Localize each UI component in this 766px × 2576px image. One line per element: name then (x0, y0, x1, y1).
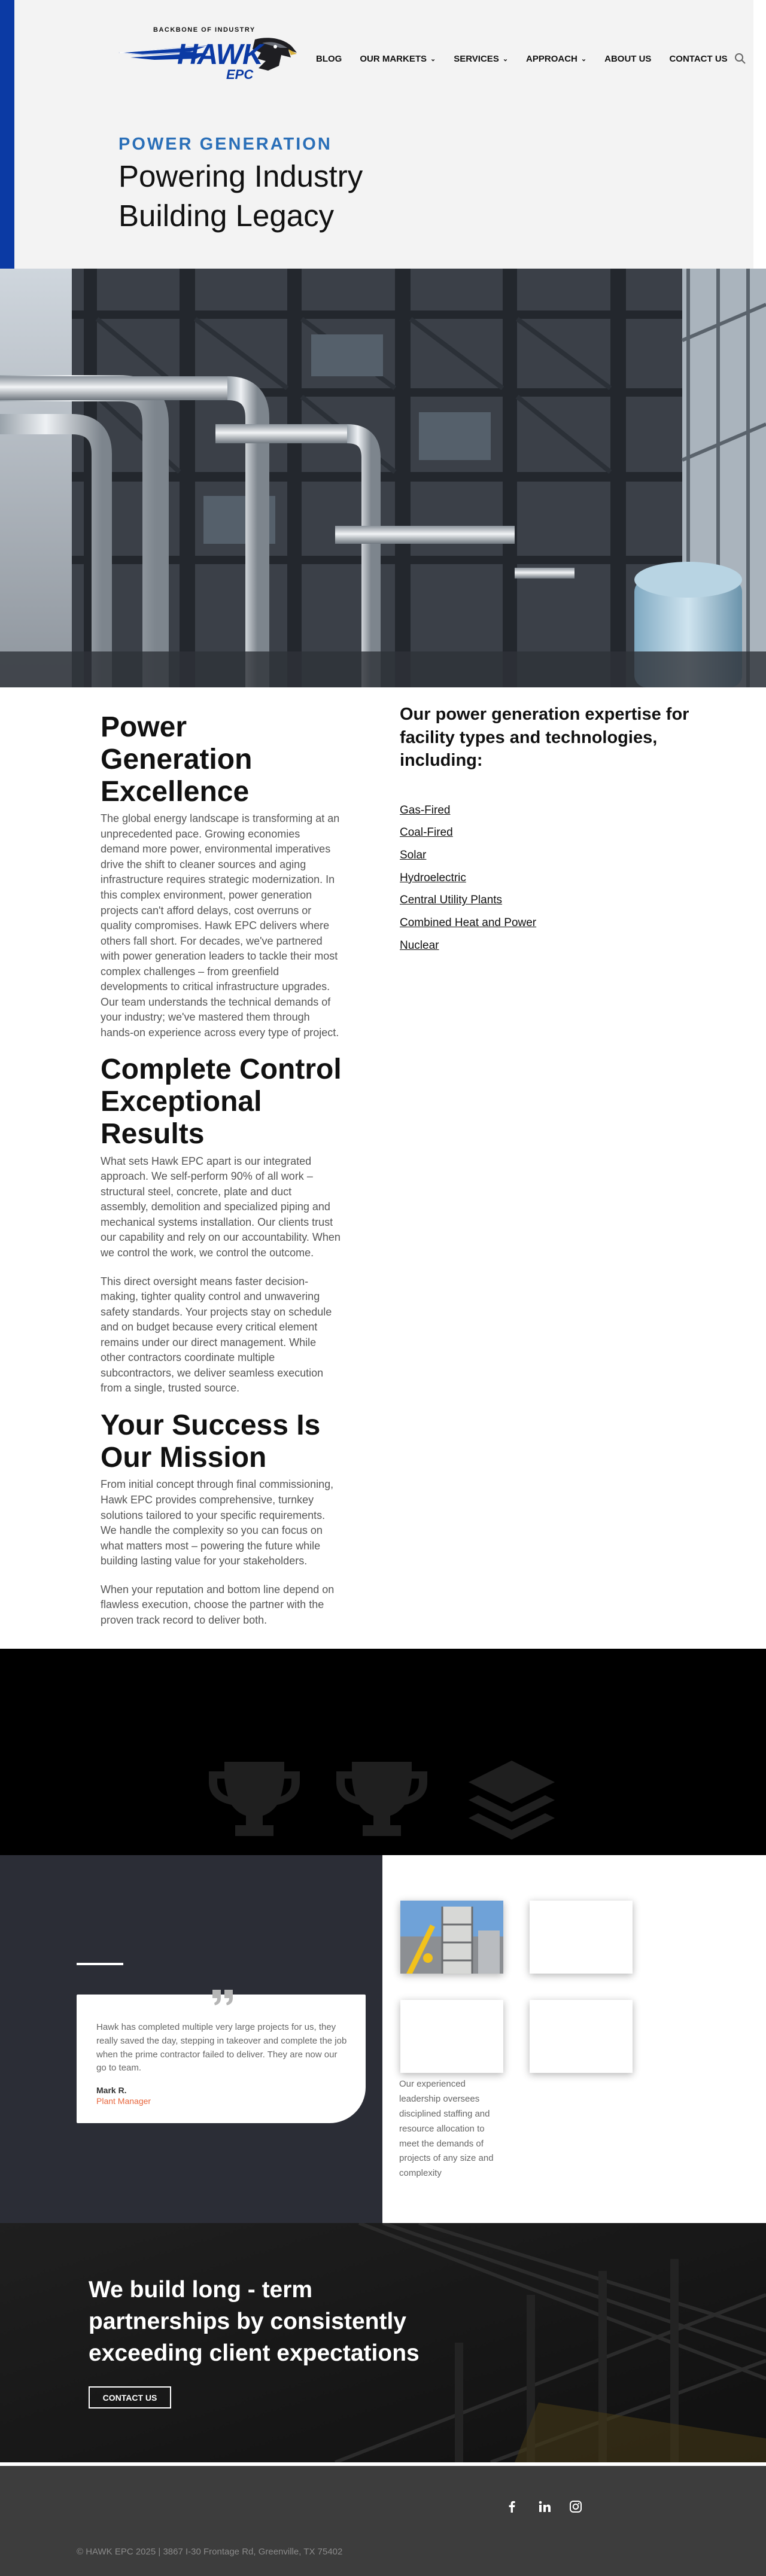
expertise-link[interactable]: Central Utility Plants (400, 894, 503, 907)
expertise-heading: Our power generation expertise for facility types and technologies, including: (400, 705, 689, 771)
gallery-thumbnail[interactable] (530, 2000, 633, 2073)
trophy-icon (334, 1758, 430, 1842)
chevron-down-icon: ⌄ (580, 55, 587, 63)
hero-kicker: POWER GENERATION (118, 135, 332, 154)
section-paragraph: This direct oversight means faster decision-making, tighter quality control and unwavering safety standards. Your projects stay on schedule and on budget because every critical element remains under our direct management. While other contractors coordinate multiple subcontractors, we deliver seamless execution from a single, trusted source. (101, 1275, 332, 1394)
layers-icon (464, 1758, 560, 1842)
search-icon[interactable] (734, 52, 747, 65)
gallery-thumbnail[interactable] (400, 1901, 503, 1974)
section-heading: Your Success Is Our Mission (101, 1409, 321, 1473)
footer-copyright: © HAWK EPC 2025 | 3867 I-30 Frontage Rd, Greenville, TX 75402 (77, 2547, 343, 2557)
divider (77, 1963, 123, 1965)
expertise-link[interactable]: Nuclear (400, 939, 439, 952)
logo-wordmark: HAWK (177, 39, 263, 71)
expertise-link[interactable]: Solar (400, 849, 427, 862)
section-paragraph: The global energy landscape is transforming at an unprecedented pace. Growing economies demand more power, environmental imperatives drive the shift to cleaner sources and aging infrastructure requires strategic modernization. In this complex environment, power generation projects can't afford delays, cost overruns or quality compromises. Hawk EPC delivers where others fall short. For decades, we've partnered with power generation leaders to tackle their most complex challenges – from greenfield developments to critical infrastructure upgrades. Our team understands the technical demands of your industry; we've mastered them through hands-on experience across every type of project. (101, 812, 340, 1039)
nav-label: OUR MARKETS (360, 53, 427, 64)
expertise-link[interactable]: Coal-Fired (400, 826, 453, 839)
cta-heading: We build long - term partnerships by consistently exceeding client expectations (89, 2277, 420, 2367)
chevron-down-icon: ⌄ (430, 55, 436, 63)
content-section (0, 687, 766, 1649)
cta-section (0, 2223, 766, 2462)
page-title: Powering Industry Building Legacy (118, 159, 363, 233)
logo-sub: EPC (226, 67, 254, 82)
nav-blog[interactable] (316, 54, 342, 64)
site-logo[interactable] (118, 24, 298, 93)
section-paragraph: When your reputation and bottom line depend on flawless execution, choose the partner with the proven track record to deliver both. (101, 1583, 335, 1626)
instagram-icon[interactable] (569, 2500, 582, 2513)
testimonial-role: Plant Manager (96, 2096, 151, 2106)
expertise-link[interactable]: Combined Heat and Power (400, 916, 537, 930)
nav-label: BLOG (316, 53, 342, 64)
facebook-icon[interactable] (506, 2500, 519, 2513)
trophy-icon (206, 1758, 302, 1842)
nav-label: APPROACH (526, 53, 577, 64)
header-right-edge (753, 0, 766, 269)
expertise-column (400, 703, 711, 961)
nav-about-us[interactable] (604, 54, 651, 64)
section-heading: Complete Control Exceptional Results (101, 1053, 342, 1150)
nav-label: SERVICES (454, 53, 499, 64)
contact-us-button[interactable]: CONTACT US (89, 2386, 171, 2408)
accent-side-bar (0, 0, 14, 269)
linkedin-icon[interactable] (538, 2500, 551, 2513)
nav-label: CONTACT US (669, 53, 728, 64)
icon-band (0, 1649, 766, 1855)
section-heading: Power Generation Excellence (101, 711, 253, 808)
content-left-column (101, 711, 342, 1641)
logo-tagline: BACKBONE OF INDUSTRY (153, 26, 256, 34)
testimonial-author: Mark R. (96, 2085, 127, 2095)
testimonial-card (77, 1995, 366, 2123)
site-header (0, 0, 766, 269)
gallery-thumbnail[interactable] (530, 1901, 633, 1974)
nav-services[interactable] (454, 54, 508, 64)
section-paragraph: From initial concept through final commissioning, Hawk EPC provides comprehensive, turnkey solutions tailored to your specific requirements. We handle the complexity so you can focus on what matters most – powering the future while building lasting value for your stakeholders. (101, 1478, 334, 1567)
section-paragraph: What sets Hawk EPC apart is our integrated approach. We self-perform 90% of all work – structural steel, concrete, plate and duct assembly, demolition and specialized piping and mechanical systems installation. Our clients trust our capability and rely on our accountability. When we control the work, we control the outcome. (101, 1155, 341, 1259)
testimonial-quote: Hawk has completed multiple very large projects for us, they really saved the day, stepping in takeover and complete the job when the prime contractor failed to deliver. They are now our go to team. (96, 2022, 347, 2073)
expertise-link[interactable]: Gas-Fired (400, 803, 451, 817)
chevron-down-icon: ⌄ (502, 55, 509, 63)
nav-label: ABOUT US (604, 53, 652, 64)
nav-contact-us[interactable] (669, 54, 727, 64)
testimonial-section (0, 1855, 766, 2223)
nav-our-markets[interactable] (360, 54, 436, 64)
site-footer (0, 2466, 766, 2576)
power-plant-photo (0, 269, 766, 687)
expertise-list (400, 803, 711, 954)
gallery-thumbnail[interactable] (400, 2000, 503, 2073)
expertise-link[interactable]: Hydroelectric (400, 871, 466, 884)
quote-icon (211, 1987, 235, 2006)
main-nav (316, 52, 747, 65)
leadership-blurb: Our experienced leadership oversees disciplined staffing and resource allocation to meet the demands of projects of any size and complexity (399, 2079, 494, 2179)
nav-approach[interactable] (526, 54, 586, 64)
